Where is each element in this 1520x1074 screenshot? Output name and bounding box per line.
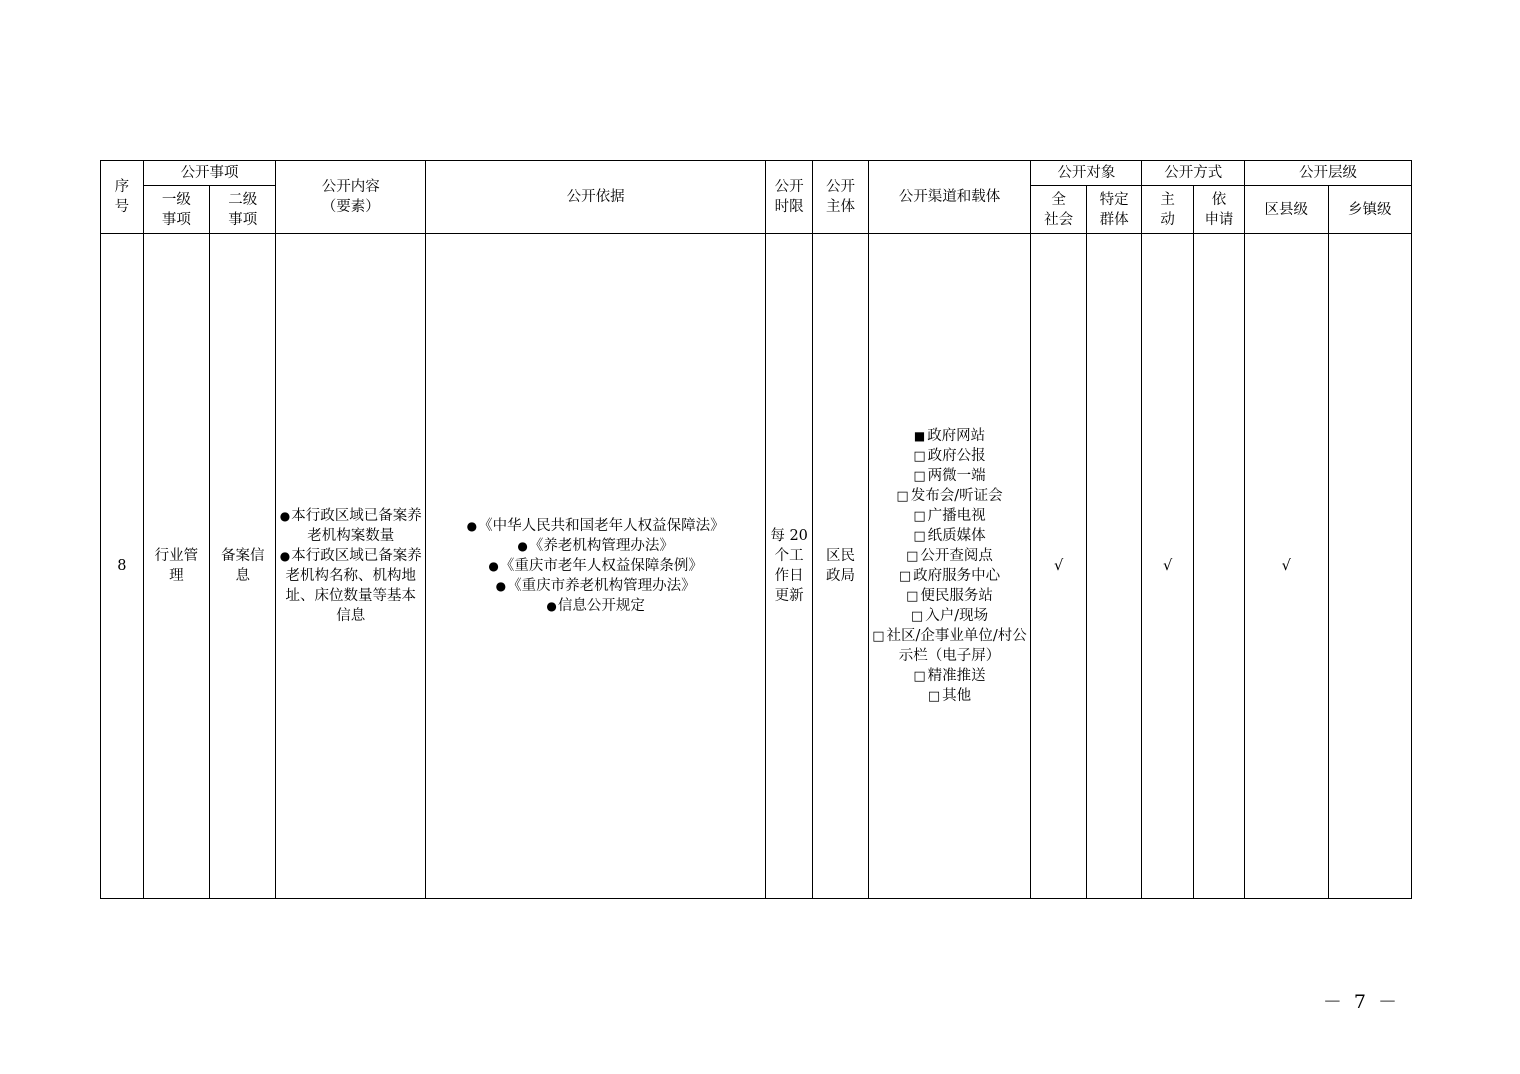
basis-item: ● 《重庆市养老机构管理办法》 (429, 576, 762, 596)
channel-option: □ 政府服务中心 (872, 566, 1028, 586)
header-time-limit: 公开 时限 (766, 161, 813, 234)
cell-content (276, 234, 426, 899)
cell-level2: 备案信 息 (210, 234, 276, 899)
header-district: 区县级 (1245, 186, 1328, 234)
content-item: ● 本行政区域已备案养老机构名称、机构地址、床位数量等基本信息 (279, 546, 422, 626)
header-active: 主 动 (1142, 186, 1193, 234)
header-on-request: 依 申请 (1193, 186, 1244, 234)
basis-item: ● 信息公开规定 (429, 596, 762, 616)
header-township: 乡镇级 (1328, 186, 1412, 234)
channel-option: □ 广播电视 (872, 506, 1028, 526)
header-specific-group: 特定 群体 (1086, 186, 1142, 234)
cell-township (1328, 234, 1412, 899)
channel-option: ■ 政府网站 (872, 426, 1028, 446)
content-item: ● 本行政区域已备案养老机构案数量 (279, 506, 422, 546)
header-channel: 公开渠道和载体 (868, 161, 1031, 234)
cell-active: √ (1142, 234, 1193, 899)
cell-specific-group (1086, 234, 1142, 899)
header-level: 公开层级 (1245, 161, 1412, 186)
channel-option: □ 两微一端 (872, 466, 1028, 486)
table-row (101, 234, 1412, 899)
table-header-group-row (101, 161, 1412, 186)
header-subject: 公开 主体 (813, 161, 869, 234)
cell-all-society: √ (1031, 234, 1087, 899)
header-matters: 公开事项 (143, 161, 276, 186)
disclosure-table (100, 160, 1412, 899)
cell-district: √ (1245, 234, 1328, 899)
channel-option: □ 公开查阅点 (872, 546, 1028, 566)
channel-option: □ 便民服务站 (872, 586, 1028, 606)
header-method: 公开方式 (1142, 161, 1245, 186)
basis-item: ● 《中华人民共和国老年人权益保障法》 (429, 516, 762, 536)
channel-option: □ 纸质媒体 (872, 526, 1028, 546)
header-level1: 一级 事项 (143, 186, 209, 234)
cell-basis (426, 234, 766, 899)
cell-channel (868, 234, 1031, 899)
cell-level1: 行业管 理 (143, 234, 209, 899)
header-audience: 公开对象 (1031, 161, 1142, 186)
cell-time-limit: 每 20 个工 作日 更新 (766, 234, 813, 899)
cell-no: 8 (101, 234, 144, 899)
page-number: － 7 － (1322, 991, 1400, 1013)
channel-option: □ 社区/企事业单位/村公示栏（电子屏） (872, 626, 1028, 666)
header-content: 公开内容 （要素） (276, 161, 426, 234)
cell-on-request (1193, 234, 1244, 899)
header-no: 序 号 (101, 161, 144, 234)
channel-option: □ 政府公报 (872, 446, 1028, 466)
header-all-society: 全 社会 (1031, 186, 1087, 234)
header-level2: 二级 事项 (210, 186, 276, 234)
header-basis: 公开依据 (426, 161, 766, 234)
channel-option: □ 发布会/听证会 (872, 486, 1028, 506)
basis-item: ● 《重庆市老年人权益保障条例》 (429, 556, 762, 576)
cell-subject: 区民 政局 (813, 234, 869, 899)
channel-option: □ 入户/现场 (872, 606, 1028, 626)
channel-option: □ 其他 (872, 686, 1028, 706)
channel-option: □ 精准推送 (872, 666, 1028, 686)
basis-item: ● 《养老机构管理办法》 (429, 536, 762, 556)
